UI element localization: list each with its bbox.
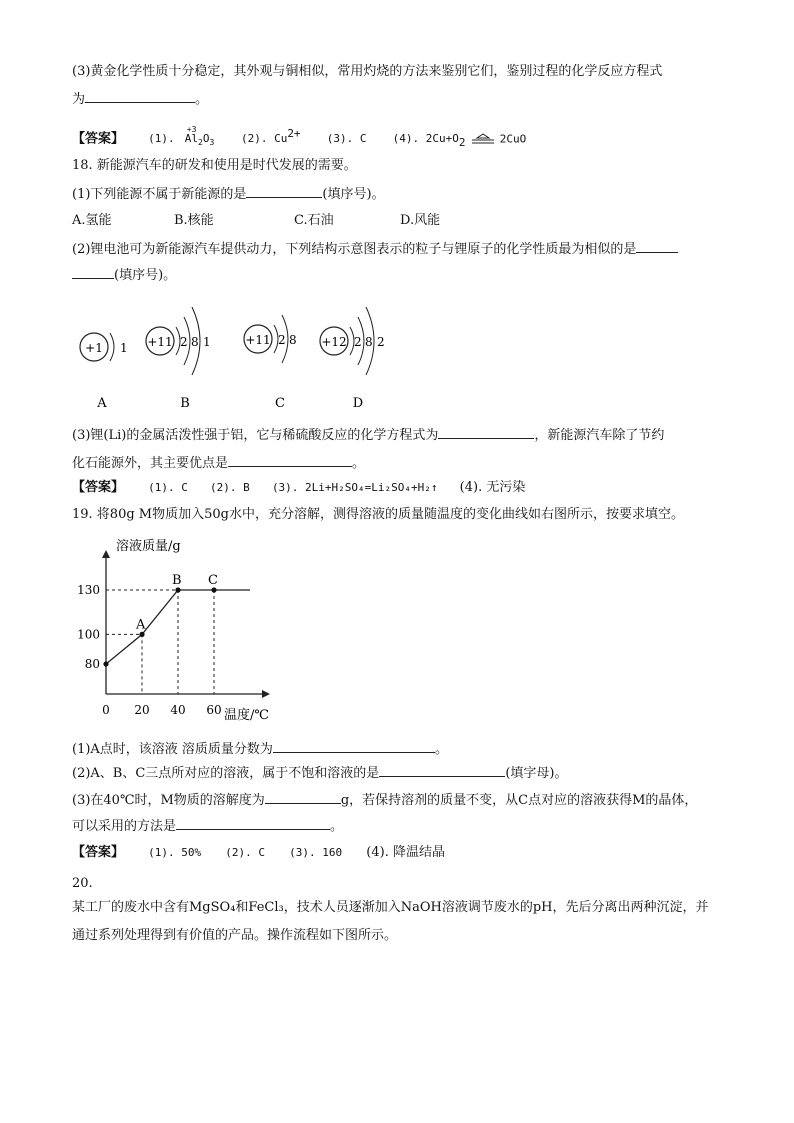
atom-b (146, 307, 211, 411)
option-a: A.氢能 (72, 213, 112, 228)
q18-sub3-line1: (3)锂(Li)的金属活泼性强于铝，它与稀硫酸反应的化学方程式为 ，新能源汽车除了节约 (72, 424, 664, 446)
data-point-c (211, 587, 216, 592)
svg-text:+11: +11 (147, 335, 173, 349)
y-tick-label: 80 (84, 657, 100, 671)
svg-text:A: A (97, 396, 107, 411)
q18-answer: 【答案】 (1). C (2). B (3). 2Li+H₂SO₄=Li₂SO₄+H₂↑ (4). 无污染 (72, 480, 526, 495)
svg-text:8: 8 (289, 333, 297, 347)
svg-text:D: D (352, 396, 364, 411)
y-tick-label: 130 (77, 583, 100, 597)
svg-text:1: 1 (120, 341, 128, 355)
solution-mass-chart (72, 532, 282, 722)
y-axis-arrow (102, 550, 110, 558)
answer-label: 【答案】 (72, 131, 125, 147)
point-label-c: C (208, 573, 218, 588)
svg-text:8: 8 (191, 335, 199, 349)
q19-sub3-line2: 可以采用的方法是 。 (72, 815, 343, 837)
point-label-b: B (172, 573, 182, 588)
svg-text:2: 2 (377, 335, 385, 349)
atom-c (244, 315, 297, 411)
option-b: B.核能 (174, 213, 214, 228)
svg-text:B: B (180, 396, 190, 411)
answer-blank[interactable] (379, 762, 505, 777)
atom-structure-diagrams (72, 295, 412, 415)
option-d: D.风能 (400, 213, 441, 228)
atom-d (320, 307, 385, 411)
answer-blank[interactable] (228, 452, 352, 467)
answer-label: 【答案】 (72, 480, 125, 495)
q18-sub3-line2: 化石能源外，其主要优点是 。 (72, 452, 365, 474)
svg-text:2: 2 (180, 335, 188, 349)
x-tick-label: 20 (134, 703, 150, 717)
x-tick-label: 40 (170, 703, 186, 717)
svg-text:1: 1 (203, 335, 211, 349)
q19-sub2: (2)A、B、C三点所对应的溶液，属于不饱和溶液的是 (填字母)。 (72, 762, 567, 784)
q20-text-line1: 某工厂的废水中含有MgSO₄和FeCl₃，技术人员逐渐加入NaOH溶液调节废水的pH，先后分离出两种沉淀，并 (72, 900, 709, 915)
point-label-a: A (136, 617, 146, 633)
q19-sub1: (1)A点时，该溶液 溶质质量分数为 。 (72, 738, 448, 760)
svg-text:C: C (275, 396, 285, 411)
x-axis-arrow (262, 690, 270, 698)
q18-options (72, 211, 440, 231)
answer-blank[interactable] (176, 815, 330, 830)
data-point-b (175, 587, 180, 592)
svg-text:+11: +11 (245, 333, 271, 347)
answer-blank[interactable] (72, 264, 114, 279)
q20-text-line2: 通过系列处理得到有价值的产品。操作流程如下图所示。 (72, 928, 398, 943)
answer-blank[interactable] (246, 183, 322, 198)
atom-a (80, 333, 128, 411)
q20-number: 20. (72, 876, 93, 891)
x-tick-label: 60 (206, 703, 222, 717)
svg-text:2: 2 (278, 333, 286, 347)
option-c: C.石油 (294, 213, 334, 228)
answer-blank[interactable] (438, 424, 534, 439)
answer-label: 【答案】 (72, 845, 125, 860)
q19-sub3-line1: (3)在40℃时，M物质的溶解度为 g，若保持溶剂的质量不变，从C点对应的溶液获得M的晶体， (72, 789, 697, 811)
q17-answer: 【答案】 (1). +3 $Al_2O_3$ (2). $Cu^{2+}$ (3). C (4). $2Cu+O_2$ 2CuO (72, 125, 527, 149)
q18-sub2: (2)锂电池可为新能源汽车提供动力，下列结构示意图表示的粒子与锂原子的化学性质最为相似的是 (72, 238, 678, 260)
answer-blank[interactable] (273, 738, 435, 753)
data-point (103, 661, 108, 666)
al2o3-formula: +3 $Al_2O_3$ (184, 125, 215, 148)
q19-stem: 19. 将80g M物质加入50g水中，充分溶解，测得溶液的质量随温度的变化曲线如右图所示，按要求填空。 (72, 507, 684, 522)
svg-text:8: 8 (365, 335, 373, 349)
q18-sub2-cont: (填序号)。 (72, 264, 176, 286)
x-axis-label: 温度/℃ (224, 708, 269, 722)
x-tick-label: 0 (102, 703, 110, 717)
svg-text:+1: +1 (85, 341, 103, 355)
heating-condition-sign (470, 133, 496, 145)
q18-stem: 18. 新能源汽车的研发和使用是时代发展的需要。 (72, 158, 357, 173)
data-point-a (139, 632, 144, 637)
svg-text:+12: +12 (321, 335, 347, 349)
answer-blank[interactable] (85, 88, 195, 103)
q17-sub3-line1: (3)黄金化学性质十分稳定，其外观与铜相似，常用灼烧的方法来鉴别它们，鉴别过程的化学反应方程式 (72, 64, 663, 79)
answer-blank[interactable] (265, 789, 341, 804)
answer-blank[interactable] (636, 238, 678, 253)
svg-text:2: 2 (354, 335, 362, 349)
q19-answer: 【答案】 (1). 50% (2). C (3). 160 (4). 降温结晶 (72, 845, 445, 860)
y-axis-label: 溶液质量/g (116, 539, 181, 554)
y-tick-label: 100 (77, 627, 100, 642)
q18-sub1: (1)下列能源不属于新能源的是 (填序号)。 (72, 183, 385, 205)
q17-sub3-line2: 为 。 (72, 88, 208, 110)
